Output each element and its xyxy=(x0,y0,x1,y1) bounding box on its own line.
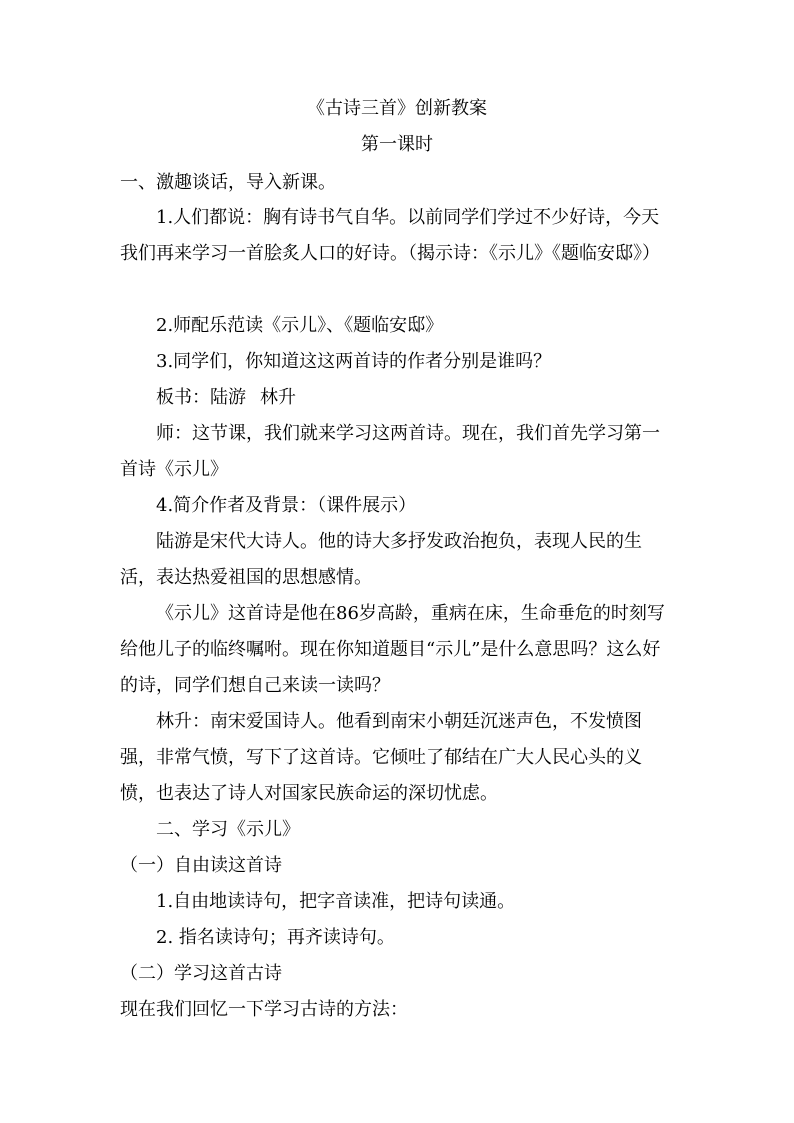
subsection-heading-1: （一）自由读这首诗 xyxy=(120,855,282,876)
paragraph-5: 4.简介作者及背景：（课件展示） xyxy=(156,495,417,516)
paragraph-3: 3.同学们，你知道这这两首诗的作者分别是谁吗？ xyxy=(156,351,552,372)
paragraph-11: 现在我们回忆一下学习古诗的方法： xyxy=(120,999,408,1020)
paragraph-2: 2.师配乐范读《示儿》、《题临安邸》 xyxy=(156,315,444,336)
paragraph-9: 1.自由地读诗句，把字音读准，把诗句读通。 xyxy=(156,891,516,912)
paragraph-6: 陆游是宋代大诗人。他的诗大多抒发政治抱负，表现人民的生活，表达热爱祖国的思想感情。 xyxy=(120,531,642,588)
paragraph-10: 2. 指名读诗句；再齐读诗句。 xyxy=(156,927,395,948)
board-writing-line xyxy=(120,380,676,416)
subsection-heading-2: （二）学习这首古诗 xyxy=(120,963,282,984)
paragraph-7: 《示儿》这首诗是他在86岁高龄，重病在床，生命垂危的时刻写给他儿子的临终嘱咐。现在你知道题目“示儿”是什么意思吗？这么好的诗，同学们想自己来读一读吗？ xyxy=(120,603,665,696)
paragraph-4: 师：这节课，我们就来学习这两首诗。现在，我们首先学习第一首诗《示儿》 xyxy=(120,423,660,480)
board-writing-name: 林升 xyxy=(260,387,296,408)
document-title: 《古诗三首》创新教案 xyxy=(307,98,487,119)
lesson-period-subtitle: 第一课时 xyxy=(361,134,433,155)
section-heading-introduction: 一、激趣谈话，导入新课。 xyxy=(120,172,336,193)
paragraph-8: 林升：南宋爱国诗人。他看到南宋小朝廷沉迷声色，不发愤图强，非常气愤，写下了这首诗。它倾吐了郁结在广大人民心头的义愤，也表达了诗人对国家民族命运的深切忧虑。 xyxy=(120,711,642,804)
paragraph-1: 1.人们都说：胸有诗书气自华。以前同学们学过不少好诗，今天我们再来学习一首脍炙人口的好诗。（揭示诗：《示儿》《题临安邸》） xyxy=(120,207,660,264)
section-heading-study: 二、学习《示儿》 xyxy=(156,819,300,840)
board-writing-label: 板书：陆游 xyxy=(156,387,246,408)
